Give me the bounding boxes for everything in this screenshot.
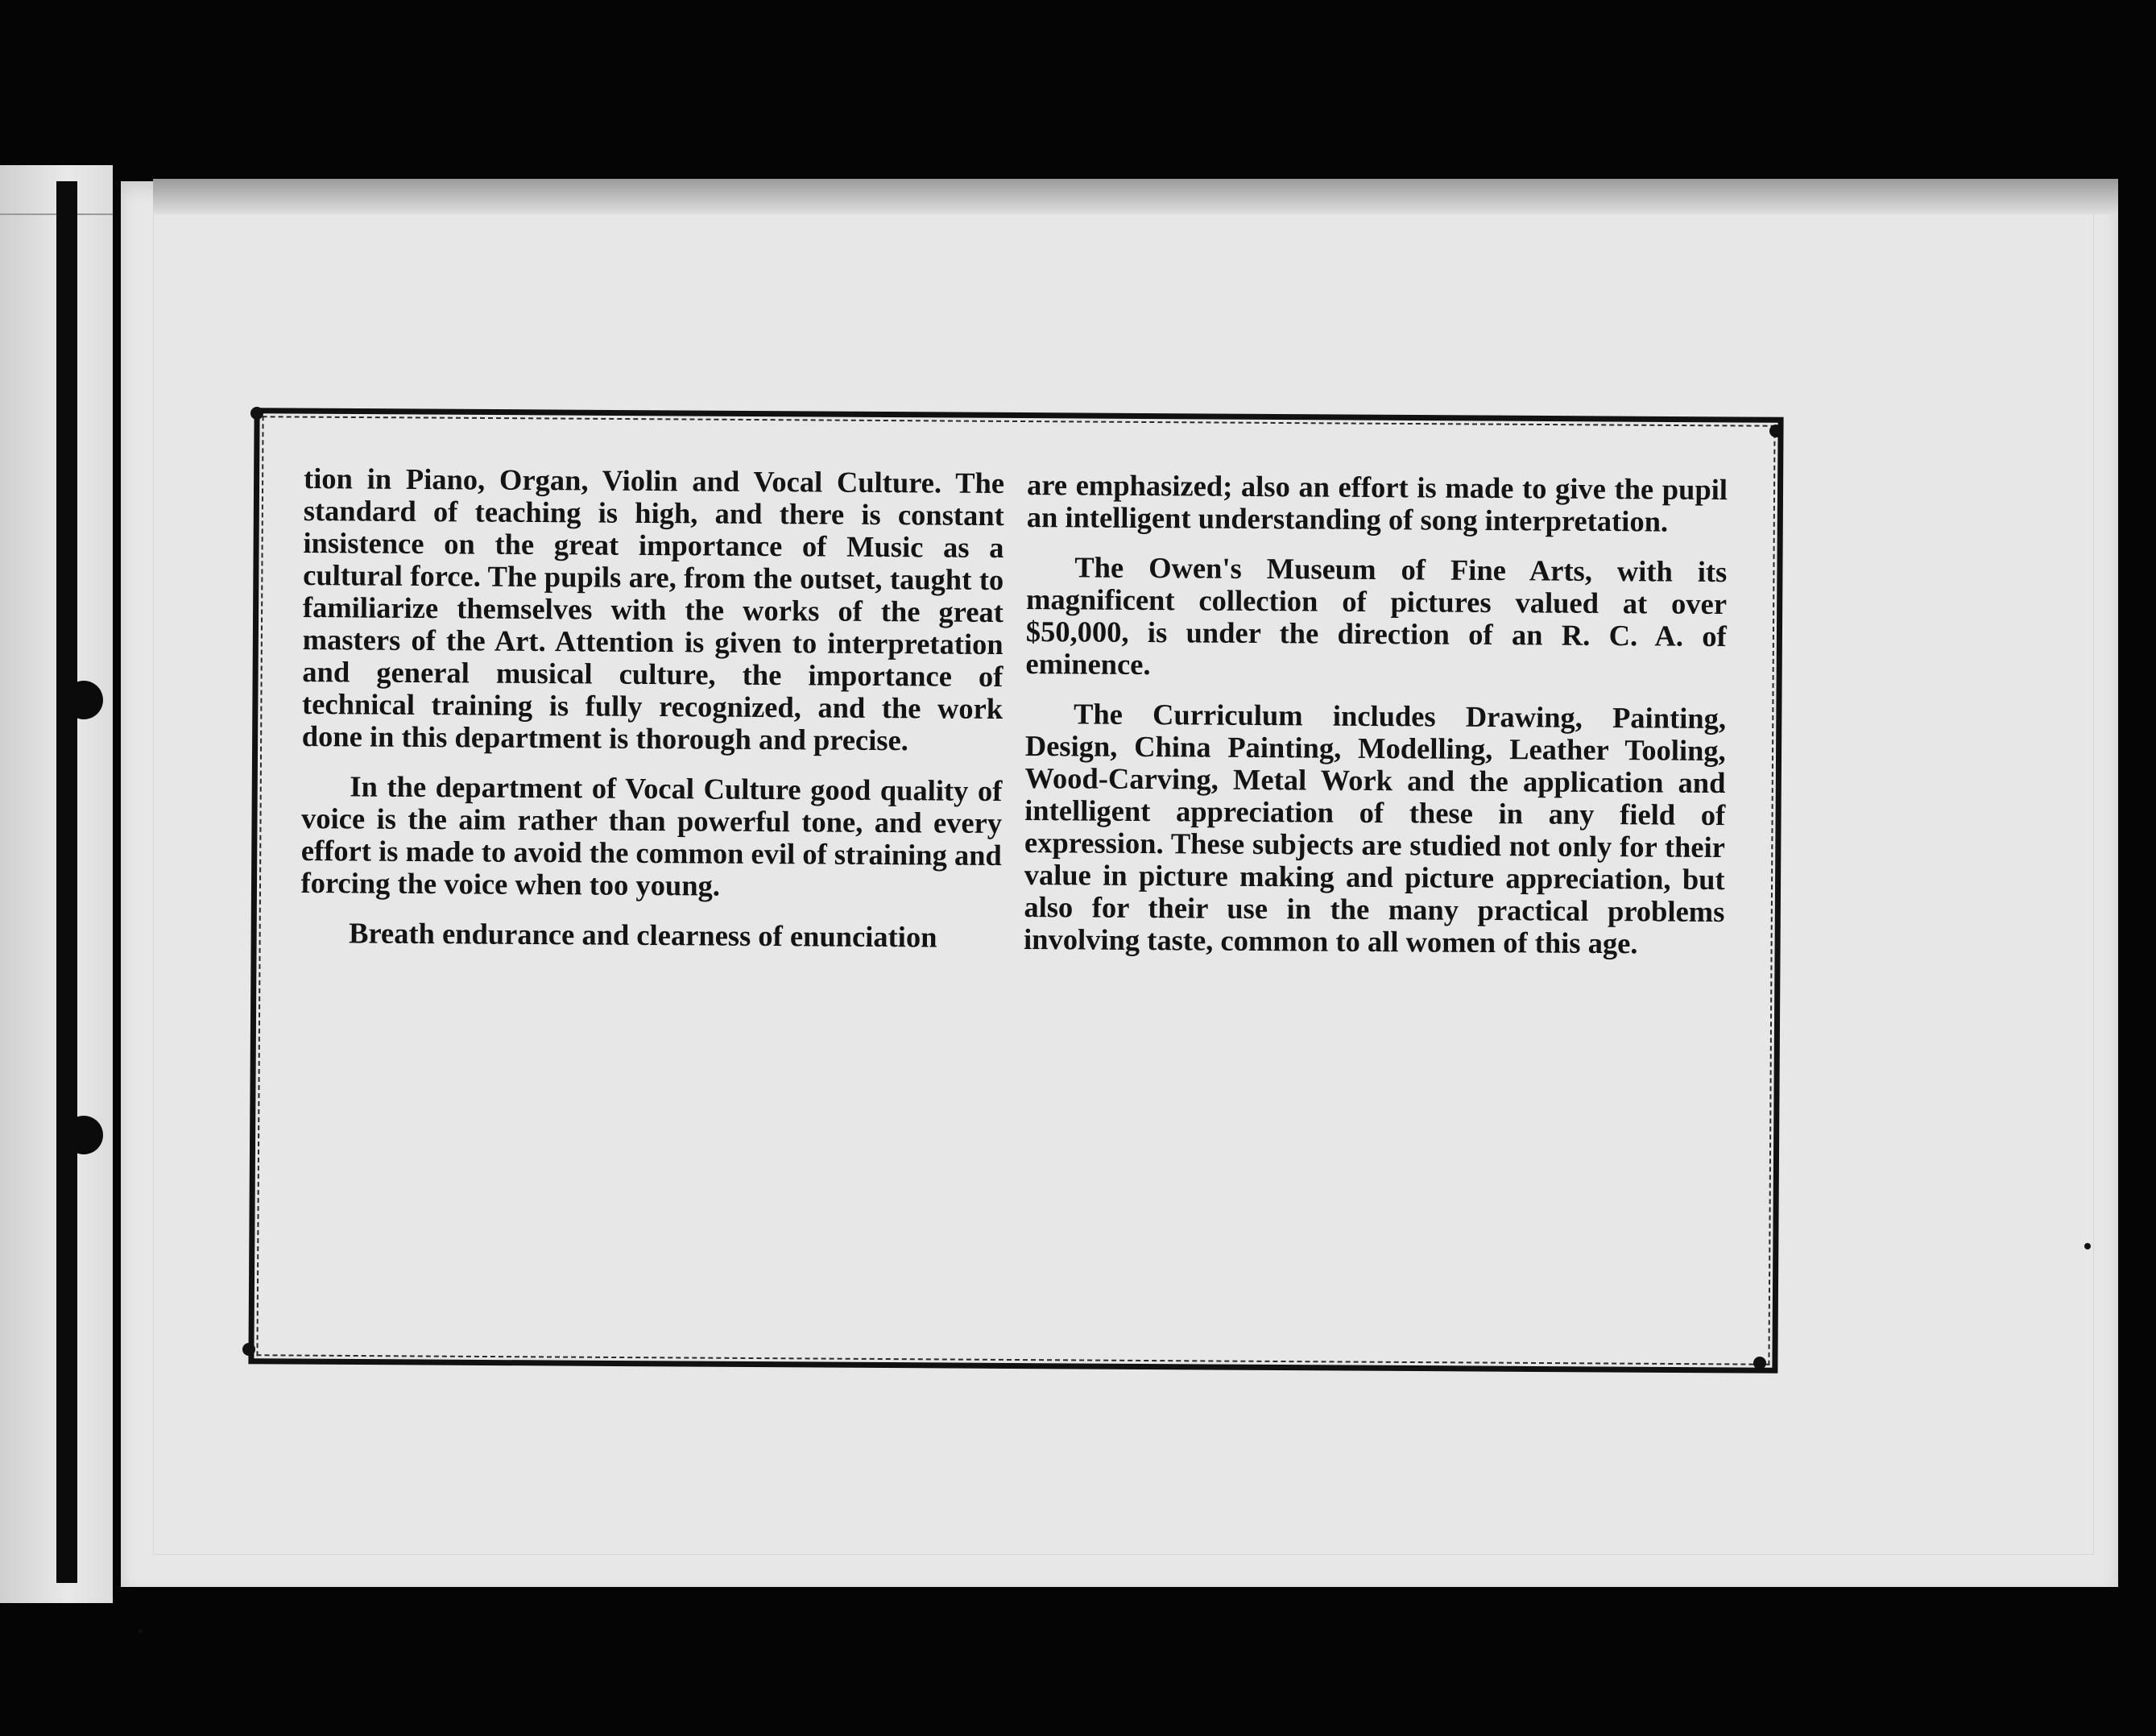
border-corner-bottom-right bbox=[1753, 1357, 1766, 1369]
text-column-left bbox=[300, 462, 1004, 972]
paper-speck bbox=[139, 1629, 143, 1633]
border-corner-top-right bbox=[1769, 425, 1782, 437]
binding-ring-upper bbox=[64, 681, 103, 719]
page-top-shadow bbox=[153, 179, 2118, 214]
border-corner-bottom-left bbox=[242, 1343, 255, 1356]
border-corner-top-left bbox=[250, 407, 263, 420]
paragraph-music-teaching: tion in Piano, Organ, Violin and Vocal Culture. The standard of teaching is high, and there is constant insistence on the great importance of Music as a cultural force. The pupils are, from the outset, taught to familiarize themselves with the works of the great masters of the Art. Attention is given to interpretation and general musical culture, the importance of technical training is fully recognized, and the work done in this department is thorough and precise. bbox=[301, 461, 1005, 757]
paragraph-owens-museum: The Owen's Museum of Fine Arts, with its magnificent collection of pictures valued at over $50,000, is under the direction of an R. C. A. of eminence. bbox=[1025, 550, 1728, 682]
paragraph-song-interpretation: are emphasized; also an effort is made to give the pupil an intelligent understanding of song interpretation. bbox=[1026, 467, 1728, 538]
paragraph-vocal-culture: In the department of Vocal Culture good quality of voice is the aim rather than powerful tone, and every effort is made to avoid the common evil of straining and forcing the voice when too young. bbox=[300, 769, 1003, 902]
binding-ring-lower bbox=[64, 1116, 103, 1154]
binding-spine bbox=[56, 181, 77, 1583]
paper-speck bbox=[2084, 1243, 2091, 1249]
paragraph-breath-endurance: Breath endurance and clearness of enunciation bbox=[348, 916, 937, 954]
paragraph-curriculum: The Curriculum includes Drawing, Painting, Design, China Painting, Modelling, Leather Tooling, Wood-Carving, Metal Work and the application and intelligent appreciation of these in any field of expression. These subjects are studied not only for their value in picture making and picture appreciation, but also for their use in the many practical problems involving taste, common to all women of this age. bbox=[1023, 697, 1727, 960]
text-column-right bbox=[1024, 469, 1728, 978]
